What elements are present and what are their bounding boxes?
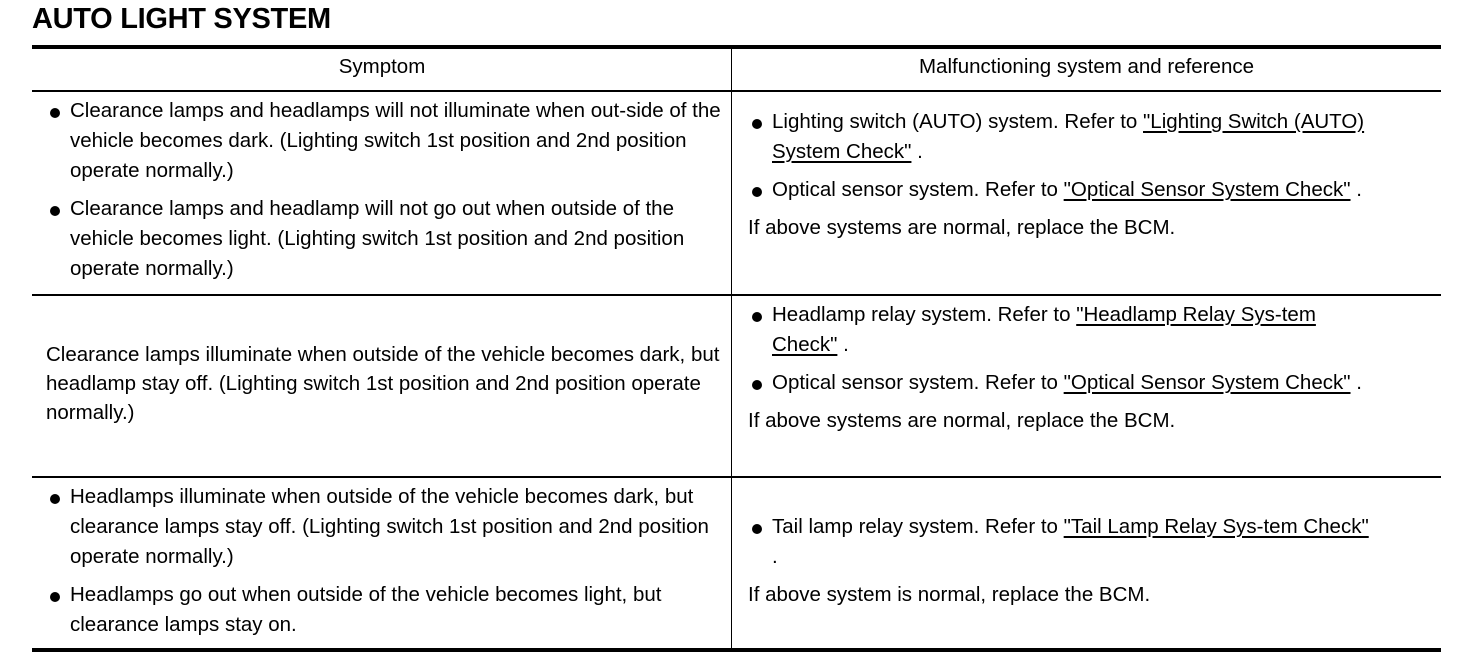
optical-sensor-check-link[interactable]: "Optical Sensor System Check" — [1063, 178, 1351, 201]
symptom-text: Clearance lamps and headlamps will not illuminate when out-side of the vehicle becomes dark. (Lighting switch 1st position and 2nd position operate normally.) — [70, 99, 721, 182]
reference-suffix: . — [1350, 371, 1362, 394]
bullet-icon — [752, 524, 762, 534]
header-malfunctioning-system: Malfunctioning system and reference — [918, 55, 1254, 78]
list-item — [46, 96, 726, 186]
bullet-icon — [50, 494, 60, 504]
row-1-symptom — [46, 96, 726, 284]
row-2-reference — [748, 300, 1378, 436]
reference-text: Optical sensor system. Refer to — [772, 178, 1064, 201]
reference-text: Tail lamp relay system. Refer to — [772, 515, 1064, 538]
list-item — [748, 512, 1378, 572]
bullet-icon — [50, 206, 60, 216]
row-2-symptom: Clearance lamps illuminate when outside of the vehicle becomes dark, but headlamp stay off. (Lighting switch 1st position and 2nd position operate normally.) — [46, 343, 720, 424]
reference-text: Lighting switch (AUTO) system. Refer to — [772, 110, 1144, 133]
bullet-icon — [50, 592, 60, 602]
bullet-icon — [752, 119, 762, 129]
lighting-switch-check-link[interactable]: "Lighting Switch (AUTO) System Check" — [772, 110, 1365, 163]
bullet-icon — [752, 187, 762, 197]
symptom-text: Clearance lamps and headlamp will not go out when outside of the vehicle becomes light. (Lighting switch 1st position and 2nd position operate normally.) — [70, 197, 685, 280]
list-item — [748, 368, 1378, 398]
replace-bcm-note: If above system is normal, replace the BCM. — [748, 583, 1151, 606]
reference-text: Optical sensor system. Refer to — [772, 371, 1064, 394]
header-rule — [32, 90, 1441, 92]
list-item — [46, 194, 726, 284]
row-divider — [32, 294, 1441, 296]
list-item — [748, 107, 1378, 167]
row-divider — [32, 476, 1441, 478]
symptom-text: Headlamps illuminate when outside of the vehicle becomes dark, but clearance lamps stay off. (Lighting switch 1st position and 2nd position operate normally.) — [70, 485, 709, 568]
replace-bcm-note: If above systems are normal, replace the BCM. — [748, 216, 1176, 239]
reference-suffix: . — [772, 545, 778, 568]
replace-bcm-note: If above systems are normal, replace the BCM. — [748, 409, 1176, 432]
bullet-icon — [50, 108, 60, 118]
reference-suffix: . — [837, 333, 849, 356]
tail-lamp-relay-check-link[interactable]: "Tail Lamp Relay Sys-tem Check" — [1063, 515, 1369, 538]
optical-sensor-check-link[interactable]: "Optical Sensor System Check" — [1063, 371, 1351, 394]
list-item — [46, 580, 726, 640]
column-divider — [731, 49, 732, 648]
row-3-reference — [748, 512, 1378, 610]
reference-suffix: . — [1350, 178, 1362, 201]
bullet-icon — [752, 312, 762, 322]
row-3-symptom — [46, 482, 726, 640]
table-bottom-rule — [32, 648, 1441, 652]
page-title: AUTO LIGHT SYSTEM — [32, 3, 331, 35]
reference-text: Headlamp relay system. Refer to — [772, 303, 1077, 326]
row-1-reference — [748, 107, 1378, 243]
bullet-icon — [752, 380, 762, 390]
list-item — [748, 175, 1378, 205]
list-item — [748, 300, 1378, 360]
symptom-text: Headlamps go out when outside of the vehicle becomes light, but clearance lamps stay on. — [70, 583, 662, 636]
reference-suffix: . — [911, 140, 923, 163]
list-item — [46, 482, 726, 572]
table-top-rule — [32, 45, 1441, 49]
header-symptom: Symptom — [338, 55, 426, 78]
headlamp-relay-check-link[interactable]: "Headlamp Relay Sys-tem Check" — [772, 303, 1316, 356]
